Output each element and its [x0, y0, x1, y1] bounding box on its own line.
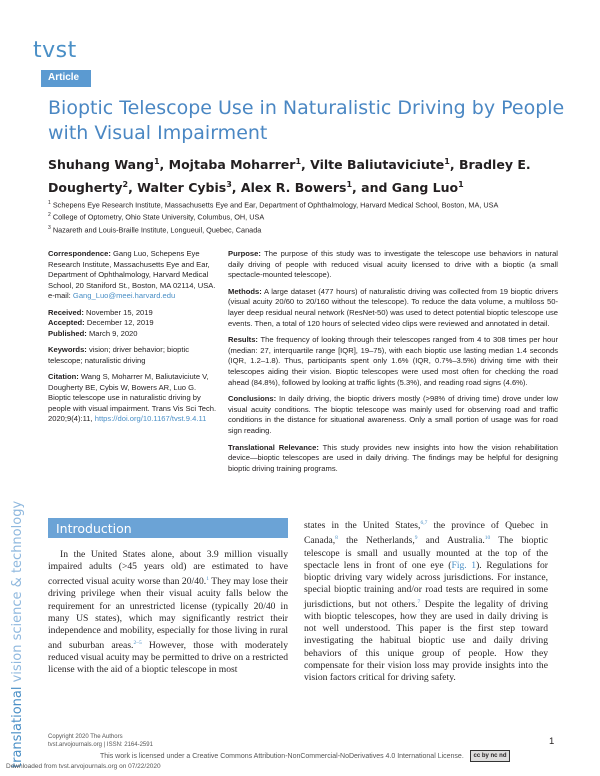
- author-name: Bradley E. Dougherty: [48, 157, 531, 196]
- article-type-badge: Article: [41, 70, 91, 87]
- abstract-relevance: Translational Relevance: This study provides new insights into how the vision rehabilitation device—bioptic telescopes are used in daily driving. The findings may be helpful for designing bioptic driving training programs.: [228, 442, 558, 473]
- figure-link[interactable]: Fig. 1: [451, 559, 477, 571]
- author-name: Shuhang Wang: [48, 157, 154, 173]
- citation: Citation: Wang S, Moharrer M, Baliutaviciute V, Dougherty BE, Cybis W, Bowers AR, Luo G. Bioptic telescope use in naturalistic driving by people with visual impairment. Trans Vis Sci Tech. 2020;9(4):11, https://doi.org/10.1167/tvst.9.4.11: [48, 372, 217, 423]
- download-note: Downloaded from tvst.arvojournals.org on 07/22/2020: [6, 763, 161, 770]
- doi-link[interactable]: https://doi.org/10.1167/tvst.9.4.11: [94, 414, 207, 423]
- journal-logo: tvst: [33, 38, 77, 63]
- author-name: Walter Cybis: [137, 180, 227, 196]
- author-name: Mojtaba Moharrer: [168, 157, 296, 173]
- author-affiliation-mark: 1: [346, 180, 353, 190]
- author-affiliation-mark: 2: [122, 180, 129, 190]
- abstract-conclusions: Conclusions: In daily driving, the bioptic drivers mostly (>98% of driving time) drove under low visual acuity conditions. The bioptic telescope was mainly used for observing road and traffic conditions in the distance for situational awareness. Only a small portion of usage was for road sign reading.: [228, 394, 558, 435]
- article-sidebar: [48, 249, 218, 431]
- author-affiliation-mark: 1: [458, 180, 464, 190]
- affiliation-3: $^3$ Nazareth and Louis-Braille Institute, Longueuil, Quebec, Canada: [48, 224, 262, 235]
- article-title: Bioptic Telescope Use in Naturalistic Driving by People with Visual Impairment: [48, 97, 565, 144]
- copyright: Copyright 2020 The Authors tvst.arvojournals.org | ISSN: 2164-2591: [48, 734, 153, 748]
- correspondence: Correspondence: Gang Luo, Schepens Eye Research Institute, Massachusetts Eye and Ear, Department of Ophthalmology, Harvard Medical School, 20 Staniford St., Boston, MA 02114, USA. e-mail: Gang_Luo@meei.harvard.edu: [48, 249, 216, 300]
- journal-side-banner: translational vision science & technology: [10, 500, 25, 768]
- body-column-1: In the United States alone, about 3.9 million visually impaired adults (>45 years old) are estimated to have corrected visual acuity worse than 20/40.$^1$ They may lose their driving privilege when their visual acuity falls below the requirement for an unrestricted license (typically 20/40 in many US states), which may significantly restrict their independence and mobility, especially for those living in rural and suburban areas.$^{2-5}$ However, those with moderately reduced visual acuity may be permitted to drive on a restricted license with the aid of a bioptic telescope in most: [48, 549, 288, 676]
- author-name: Gang Luo: [391, 180, 459, 196]
- abstract: [228, 249, 558, 480]
- section-heading-introduction: Introduction: [48, 518, 288, 538]
- author-affiliation-mark: 1: [295, 157, 302, 166]
- abstract-purpose: Purpose: The purpose of this study was to investigate the telescope use behaviors in natural daily driving of people with reduced visual acuity licensed to drive with a bioptic (a small spectacle-mounted telescope).: [228, 249, 558, 280]
- author-name: Alex R. Bowers: [240, 180, 347, 196]
- author-affiliation-mark: 3: [226, 180, 232, 190]
- keywords: Keywords: vision; driver behavior; bioptic telescope; naturalistic driving: [48, 345, 189, 365]
- affiliation-2: $^2$ College of Optometry, Ohio State University, Columbus, OH, USA: [48, 212, 265, 222]
- body-column-2: states in the United States,$^{6,7}$ the province of Quebec in Canada,$^8$ the Netherlands,$^9$ and Australia.$^{10}$ The bioptic telescope is small and usually mounted at the top of the spectacle lens in front of one eye (Fig. 1). Regulations for bioptic driving vary widely across jurisdictions. For instance, special bioptic training and/or road tests are required in some jurisdictions, but not others.$^7$ Despite the legality of driving with bioptic telescopes, how they are used in daily driving is not well understood. This paper is the first step toward investigating the habitual bioptic use and daily driving behaviors of this unique group of people. How they compensate for their vision loss may provide insights into the vision factors critical for driving safety.: [304, 520, 548, 683]
- affiliations: [48, 198, 578, 235]
- affiliation-1: $^1$ Schepens Eye Research Institute, Massachusetts Eye and Ear, Department of Ophthalmology, Harvard Medical School, Boston, MA, USA: [48, 200, 499, 210]
- author-affiliation-mark: 1: [444, 157, 450, 166]
- author-affiliation-mark: 1: [153, 157, 160, 166]
- author-list: Shuhang Wang$^1$, Mojtaba Moharrer$^1$, Vilte Baliutaviciute$^1$, Bradley E. Dougherty$^2$, Walter Cybis$^3$, Alex R. Bowers$^1$, and Gang Luo$^1$: [48, 157, 531, 196]
- cc-license-icon[interactable]: cc by nc nd: [470, 750, 510, 762]
- dates: Received: November 15, 2019 Accepted: December 12, 2019 Published: March 9, 2020: [48, 307, 154, 338]
- email-link[interactable]: Gang_Luo@meei.harvard.edu: [72, 291, 176, 300]
- license-text: This work is licensed under a Creative Commons Attribution-NonCommercial-NoDerivatives 4.0 International License.: [100, 753, 464, 760]
- page-number: 1: [549, 736, 555, 747]
- author-name: Vilte Baliutaviciute: [310, 157, 445, 173]
- abstract-results: Results: The frequency of looking through their telescopes ranged from 4 to 308 times per hour (median: 27, interquartile range [IQR], 19–75), with each bioptic use lasting median 1.4 seconds (IQR, 1.2–1.8). Thus, participants spent only 1.6% (IQR, 0.7%–3.5%) driving time with their telescopes aiding their vision. Bioptic telescopes were used most often for checking the road ahead (84.8%), followed by looking at traffic lights (5.3%), and reading road signs (4.6%).: [228, 335, 558, 387]
- abstract-methods: Methods: A large dataset (477 hours) of naturalistic driving was collected from 19 bioptic drivers (visual acuity 20/60 to 20/160 without the telescope). To reduce the data volume, a multiloss 50-layer deep residual neural network (ResNet-50) was used to detect potential bioptic telescope use events. Then, a total of 120 hours of selected video clips were reviewed and annotated in detail.: [228, 286, 558, 328]
